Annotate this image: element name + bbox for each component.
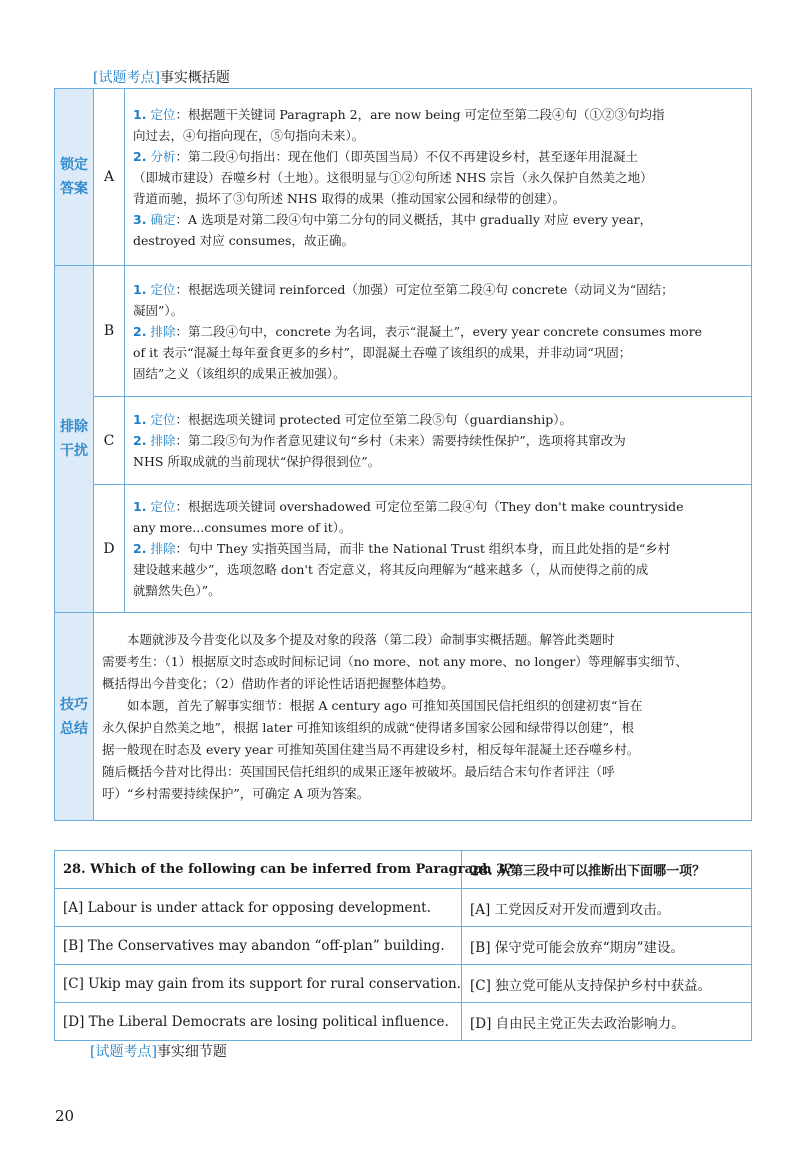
- option-zh: [B] 保守党可能会放弃“期房”建设。: [462, 927, 752, 965]
- exam-point-label: 试题考点: [98, 70, 155, 86]
- option-row: [55, 927, 752, 965]
- option-row: [55, 965, 752, 1003]
- point-line: （即城市建设）吞噬乡村（土地）。这很明显与①②句所述 NHS 宗旨（永久保护自然美之地）: [133, 169, 653, 185]
- exam-point-text: 事实概括题: [159, 70, 230, 86]
- skill-summary-body: [94, 613, 752, 821]
- exclude-row-d: [55, 485, 752, 613]
- question-stem-en: 28. Which of the following can be inferred from Paragraph 3?: [55, 851, 462, 889]
- exclude-interference-label: 排除 干扰: [55, 266, 94, 613]
- option-zh: [D] 自由民主党正失去政治影响力。: [462, 1003, 752, 1041]
- exam-point-header: [93, 67, 230, 87]
- analysis-table: [54, 88, 752, 821]
- exam-point-footer: [试题考点]事实细节题: [90, 1044, 227, 1060]
- point-line: 2. 分析：第二段④句指出：现在他们（即英国当局）不仅不再建设乡村，甚至逐年用混凝土: [133, 148, 638, 164]
- question-stem-row: [55, 851, 752, 889]
- question-stem-zh: 28. 从第三段中可以推断出下面哪一项？: [462, 851, 752, 889]
- point-line: 1. 定位：根据题干关键词 Paragraph 2，are now being 可定位至第二段④句（①②③句均指: [133, 106, 665, 122]
- option-letter: A: [94, 89, 125, 266]
- skill-summary-row: [55, 613, 752, 821]
- bracket-close: ]: [154, 70, 160, 86]
- point-line: 背道而驰，损坏了③句所述 NHS 取得的成果（推动国家公园和绿带的创建）。: [133, 190, 566, 206]
- option-zh: [A] 工党因反对开发而遭到攻击。: [462, 889, 752, 927]
- option-d-body: 1. 定位：根据选项关键词 overshadowed 可定位至第二段④句（They don't make countryside any more...consumes more of it）。 2. 排除：句中 They 实指英国当局，而非 the National Trust 组织本身，而且此处指的是“乡村 建设越来越少”，选项忽略 don't 否定意义，将其反向理解为“越来越多（，从而使得之前的成 就黯然失色）”。: [125, 485, 752, 613]
- bracket-open: [: [93, 70, 99, 86]
- page-number: 20: [55, 1107, 75, 1125]
- option-zh: [C] 独立党可能从支持保护乡村中获益。: [462, 965, 752, 1003]
- option-row: [55, 1003, 752, 1041]
- option-letter: C: [94, 397, 125, 485]
- option-c-body: 1. 定位：根据选项关键词 protected 可定位至第二段⑤句（guardianship）。 2. 排除：第二段⑤句为作者意见建议句“乡村（未来）需要持续性保护”，选项将其窜改为 NHS 所取成就的当前现状“保护得很到位”。: [125, 397, 752, 485]
- lock-answer-body: [125, 89, 752, 266]
- point-line: destroyed 对应 consumes，故正确。: [133, 232, 354, 248]
- option-row: [55, 889, 752, 927]
- option-en: [C] Ukip may gain from its support for rural conservation.: [55, 965, 462, 1003]
- option-letter: B: [94, 266, 125, 397]
- point-line: 向过去，④句指向现在，⑤句指向未来）。: [133, 127, 365, 143]
- summary-paragraph: 如本题，首先了解事实细节：根据 A century ago 可推知英国国民信托组织的创建初衷“旨在 永久保护自然美之地”，根据 later 可推知该组织的成就“使得诸多国家公园和绿带得以创建”，根 据一般现在时态及 every year 可推知英国住建当局不再建设乡村，相反每年混凝土还吞噬乡村。 随后概括今昔对比得出：英国国民信托组织的成果正逐年被破坏。最后结合末句作者评注（呼 吁）“乡村需要持续保护”，可确定 A 项为答案。: [102, 697, 643, 801]
- option-b-body: 1. 定位：根据选项关键词 reinforced（加强）可定位至第二段④句 concrete（动词义为“固结； 凝固”）。 2. 排除：第二段④句中，concrete 为名词，表示“混凝土”，every year concrete consumes more of it 表示“混凝土每年蚕食更多的乡村”，即混凝土吞噬了该组织的成果，并非动词“巩固； 固结”之义（该组织的成果正被加强）。: [125, 266, 752, 397]
- exclude-row-b: [55, 266, 752, 397]
- option-en: [D] The Liberal Democrats are losing political influence.: [55, 1003, 462, 1041]
- question-table: [54, 850, 752, 1041]
- skill-summary-label: 技巧 总结: [55, 613, 94, 821]
- summary-paragraph: 本题就涉及今昔变化以及多个提及对象的段落（第二段）命制事实概括题。解答此类题时 需要考生：（1）根据原文时态或时间标记词（no more、not any more、no longer）等理解事实细节、 概括得出今昔变化；（2）借助作者的评论性话语把握整体趋势。: [102, 631, 688, 691]
- exclude-row-c: [55, 397, 752, 485]
- option-en: [A] Labour is under attack for opposing development.: [55, 889, 462, 927]
- lock-answer-row: [55, 89, 752, 266]
- lock-answer-label: 锁定 答案: [55, 89, 94, 266]
- option-en: [B] The Conservatives may abandon “off-plan” building.: [55, 927, 462, 965]
- option-letter: D: [94, 485, 125, 613]
- point-line: 3. 确定：A 选项是对第二段④句中第二分句的同义概括，其中 gradually 对应 every year，: [133, 211, 653, 227]
